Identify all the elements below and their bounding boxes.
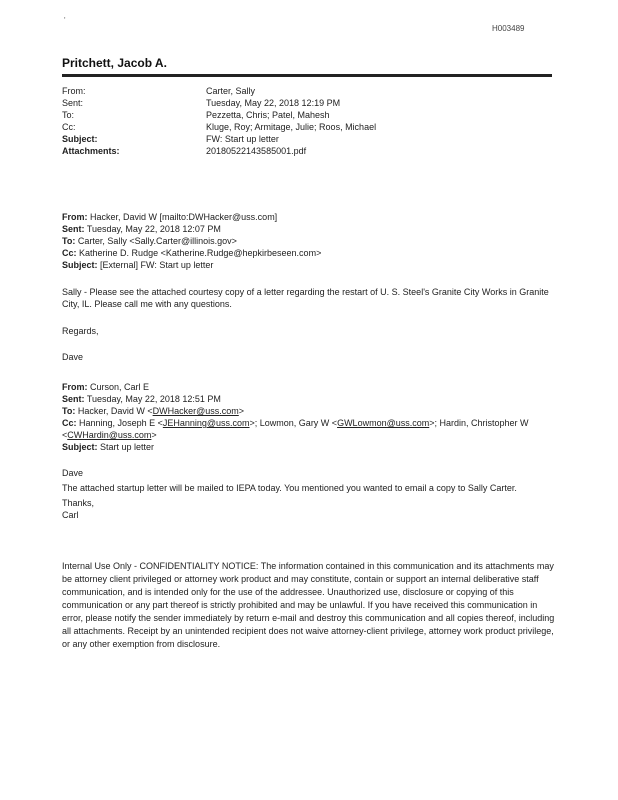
top-attachments-value: 20180522143585001.pdf bbox=[206, 146, 307, 156]
msg2-cc-line2 bbox=[62, 430, 157, 440]
msg2-to-label: To: bbox=[62, 406, 76, 416]
msg1-cc-value: Katherine D. Rudge <Katherine.Rudge@hepkirbeseen.com> bbox=[79, 248, 322, 258]
msg2-cc-line2-suffix: > bbox=[151, 430, 157, 440]
msg2-from bbox=[62, 382, 149, 392]
msg2-subject bbox=[62, 442, 154, 452]
msg1-cc bbox=[62, 248, 321, 258]
msg1-sent bbox=[62, 224, 221, 234]
msg1-from-value: Hacker, David W [mailto:DWHacker@uss.com] bbox=[90, 212, 278, 222]
msg2-cc-mid2: >; Hardin, Christopher W bbox=[429, 418, 529, 428]
top-sent-value: Tuesday, May 22, 2018 12:19 PM bbox=[206, 98, 341, 108]
msg2-cc bbox=[62, 418, 529, 428]
header-rule bbox=[62, 74, 552, 77]
top-subject-label: Subject: bbox=[62, 134, 98, 144]
top-attachments-label: Attachments: bbox=[62, 146, 120, 156]
msg1-subject-value: [External] FW: Start up letter bbox=[100, 260, 214, 270]
msg2-cc-label: Cc: bbox=[62, 418, 77, 428]
msg2-cc-line2-prefix: < bbox=[62, 430, 68, 440]
msg2-cc-email2-link[interactable]: GWLowmon@uss.com bbox=[337, 418, 430, 428]
msg1-to bbox=[62, 236, 237, 246]
msg2-to-prefix: Hacker, David W < bbox=[77, 406, 153, 416]
msg2-cc-prefix: Hanning, Joseph E < bbox=[79, 418, 163, 428]
msg2-cc-mid: >; Lowmon, Gary W < bbox=[249, 418, 338, 428]
msg1-to-label: To: bbox=[62, 236, 76, 246]
msg2-thanks: Thanks, bbox=[62, 498, 95, 508]
msg2-cc-email3-link[interactable]: CWHardin@uss.com bbox=[67, 430, 152, 440]
top-cc-label: Cc: bbox=[62, 122, 76, 132]
top-subject-value: FW: Start up letter bbox=[206, 134, 279, 144]
msg2-subject-label: Subject: bbox=[62, 442, 98, 452]
msg2-sent-label: Sent: bbox=[62, 394, 85, 404]
top-from-label: From: bbox=[62, 86, 86, 96]
msg2-signature: Carl bbox=[62, 510, 79, 520]
msg2-to bbox=[62, 406, 244, 416]
msg1-signature: Dave bbox=[62, 352, 84, 362]
corner-mark: ' bbox=[64, 16, 66, 25]
msg2-sent-value: Tuesday, May 22, 2018 12:51 PM bbox=[86, 394, 221, 404]
msg1-from-label: From: bbox=[62, 212, 88, 222]
top-from-value: Carter, Sally bbox=[206, 86, 256, 96]
msg1-to-value: Carter, Sally <Sally.Carter@illinois.gov> bbox=[77, 236, 237, 246]
msg1-cc-label: Cc: bbox=[62, 248, 77, 258]
msg1-from bbox=[62, 212, 277, 222]
msg2-sent bbox=[62, 394, 221, 404]
confidentiality-disclaimer: Internal Use Only - CONFIDENTIALITY NOTICE: The information contained in this communication and its attachments may be attorney client privileged or attorney work product and may constitute, contain or support an internal deliberative staff communication, and is intended only for the use of the addressee. Unauthorized use, disclosure or copying of this communication or any part thereof is strictly prohibited and may be unlawful. If you have received this communication in error, please notify the sender immediately by return e-mail and destroy this communication and all copies thereof, including all attachments. Receipt by an unintended recipient does not waive attorney-client privilege, attorney work product privilege, or any other exemption from disclosure. bbox=[62, 561, 555, 649]
msg2-greeting: Dave bbox=[62, 468, 84, 478]
msg1-regards: Regards, bbox=[62, 326, 99, 336]
msg1-sent-label: Sent: bbox=[62, 224, 85, 234]
msg2-from-label: From: bbox=[62, 382, 88, 392]
top-sent-label: Sent: bbox=[62, 98, 84, 108]
msg1-subject bbox=[62, 260, 213, 270]
msg2-subject-value: Start up letter bbox=[100, 442, 155, 452]
msg2-to-suffix: > bbox=[238, 406, 245, 416]
msg1-body: Sally - Please see the attached courtesy copy of a letter regarding the restart of U. S. Steel's Granite City Works in Granite City, IL. Please call me with any questions. bbox=[62, 287, 549, 309]
msg2-cc-email1-link[interactable]: JEHanning@uss.com bbox=[162, 418, 250, 428]
sender-header: Pritchett, Jacob A. bbox=[62, 56, 167, 70]
top-to-value: Pezzetta, Chris; Patel, Mahesh bbox=[206, 110, 330, 120]
top-to-label: To: bbox=[62, 110, 75, 120]
top-cc-value: Kluge, Roy; Armitage, Julie; Roos, Michael bbox=[206, 122, 377, 132]
bates-number: H003489 bbox=[492, 24, 525, 33]
msg2-to-email-link[interactable]: DWHacker@uss.com bbox=[152, 406, 239, 416]
msg2-body: The attached startup letter will be mailed to IEPA today. You mentioned you wanted to email a copy to Sally Carter. bbox=[62, 483, 517, 493]
msg2-from-value: Curson, Carl E bbox=[90, 382, 150, 392]
msg1-sent-value: Tuesday, May 22, 2018 12:07 PM bbox=[86, 224, 221, 234]
msg1-subject-label: Subject: bbox=[62, 260, 98, 270]
